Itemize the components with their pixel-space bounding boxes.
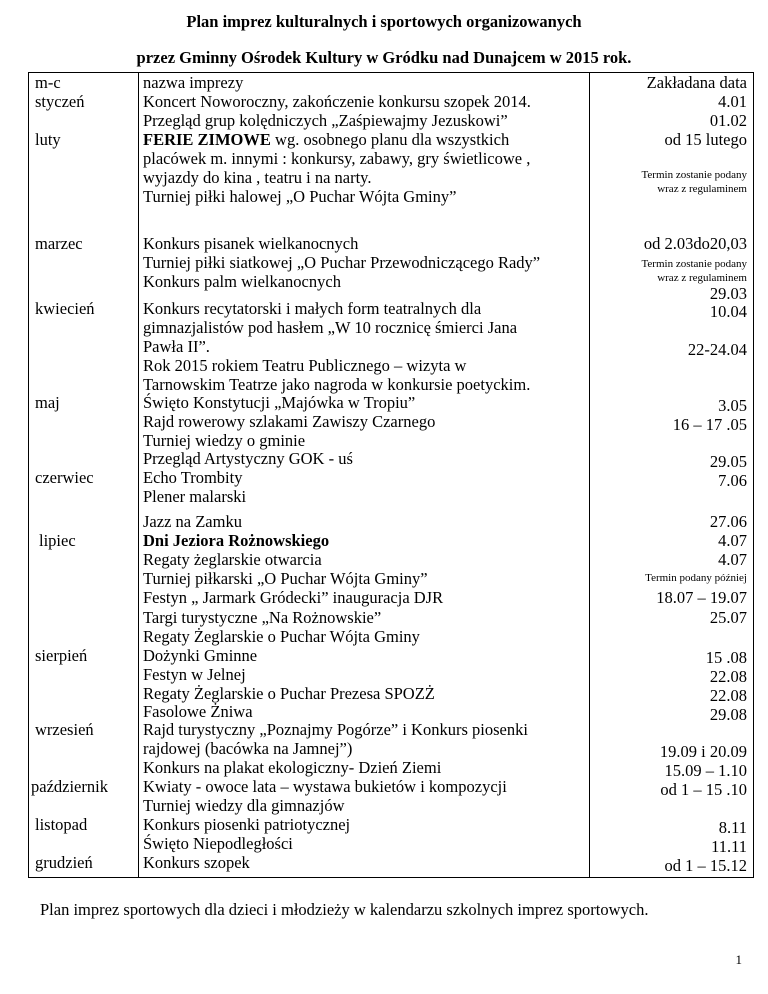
- event-line: Przegląd grup kolędniczych „Zaśpiewajmy Jezuskowi”: [143, 111, 508, 130]
- event-line: Tarnowskim Teatrze jako nagroda w konkursie poetyckim.: [143, 375, 531, 394]
- date-value: 7.06: [718, 471, 747, 490]
- date-value: od 2.03do20,03: [643, 234, 747, 253]
- date-value: 15 .08: [705, 648, 747, 667]
- footer-text: Plan imprez sportowych dla dzieci i młodzieży w kalendarzu szkolnych imprez sportowych.: [40, 900, 649, 919]
- date-value: od 1 – 15.12: [664, 856, 747, 875]
- month-marzec: marzec: [35, 234, 83, 253]
- month-sierpien: sierpień: [35, 646, 88, 665]
- date-value: 4.07: [718, 531, 747, 550]
- event-line: Turniej piłki siatkowej „O Puchar Przewodniczącego Rady”: [143, 253, 541, 272]
- event-line: placówek m. innymi : konkursy, zabawy, gry świetlicowe ,: [143, 149, 531, 168]
- date-note: wraz z regulaminem: [657, 272, 747, 284]
- date-note: Termin zostanie podany: [641, 169, 747, 181]
- event-line: Regaty Żeglarskie o Puchar Prezesa SPOZŻ: [143, 684, 435, 703]
- event-line: Konkurs recytatorski i małych form teatralnych dla: [143, 299, 482, 318]
- date-note: Termin podany później: [645, 572, 747, 584]
- column-divider-2: [589, 73, 590, 877]
- events-table: [28, 72, 754, 878]
- column-divider-1: [138, 73, 139, 877]
- date-value: 11.11: [711, 837, 747, 856]
- date-value: 29.05: [709, 452, 747, 471]
- event-line: gimnazjalistów pod hasłem „W 10 rocznicę śmierci Jana: [143, 318, 518, 337]
- date-value: od 15 lutego: [664, 130, 747, 149]
- event-line: Konkurs na plakat ekologiczny- Dzień Ziemi: [143, 758, 442, 777]
- event-line: Rajd turystyczny „Poznajmy Pogórze” i Konkurs piosenki: [143, 720, 528, 739]
- month-luty: luty: [35, 130, 61, 149]
- date-value: 19.09 i 20.09: [659, 742, 747, 761]
- event-line: Koncert Noworoczny, zakończenie konkursu szopek 2014.: [143, 92, 531, 111]
- date-value: 01.02: [709, 111, 747, 130]
- date-value: 10.04: [709, 302, 747, 321]
- event-continuation: wg. osobnego planu dla wszystkich: [270, 130, 510, 149]
- date-note: Termin zostanie podany: [641, 258, 747, 270]
- date-value: 18.07 – 19.07: [656, 588, 747, 607]
- event-line: [143, 131, 509, 150]
- month-grudzien: grudzień: [35, 853, 93, 872]
- event-line: Konkurs piosenki patriotycznej: [143, 815, 351, 834]
- month-listopad: listopad: [35, 815, 88, 834]
- event-line: wyjazdy do kina , teatru i na narty.: [143, 168, 372, 187]
- event-line: Regaty Żeglarskie o Puchar Wójta Gminy: [143, 627, 420, 646]
- date-value: 4.07: [718, 550, 747, 569]
- event-line: rajdowej (bacówka na Jamnej”): [143, 739, 353, 758]
- date-value: 29.03: [709, 284, 747, 303]
- event-line: Turniej piłkarski „O Puchar Wójta Gminy”: [143, 569, 428, 588]
- event-line: Targi turystyczne „Na Rożnowskie”: [143, 608, 382, 627]
- event-line: Turniej piłki halowej „O Puchar Wójta Gminy”: [143, 187, 457, 206]
- event-line: Święto Konstytucji „Majówka w Tropiu”: [143, 393, 416, 412]
- date-value: 3.05: [718, 396, 747, 415]
- date-value: 22-24.04: [687, 340, 747, 359]
- event-line: Święto Niepodległości: [143, 834, 293, 853]
- event-line: Jazz na Zamku: [143, 512, 242, 531]
- header-event: nazwa imprezy: [143, 73, 244, 92]
- date-value: 25.07: [709, 608, 747, 627]
- event-line: Festyn w Jelnej: [143, 665, 246, 684]
- event-line: Konkurs pisanek wielkanocnych: [143, 234, 359, 253]
- date-value: 29.08: [709, 705, 747, 724]
- date-value: od 1 – 15 .10: [660, 780, 747, 799]
- event-line: Rajd rowerowy szlakami Zawiszy Czarnego: [143, 412, 436, 431]
- month-lipiec: lipiec: [39, 531, 76, 550]
- month-wrzesien: wrzesień: [35, 720, 94, 739]
- date-value: 4.01: [718, 92, 747, 111]
- date-note: wraz z regulaminem: [657, 183, 747, 195]
- event-line: Turniej wiedzy o gminie: [143, 431, 306, 450]
- event-line: Plener malarski: [143, 487, 247, 506]
- month-kwiecien: kwiecień: [35, 299, 95, 318]
- date-value: 27.06: [709, 512, 747, 531]
- event-line: Festyn „ Jarmark Gródecki” inauguracja DJR: [143, 588, 444, 607]
- header-date: Zakładana data: [646, 73, 747, 92]
- date-value: 8.11: [718, 818, 747, 837]
- event-line: Pawła II”.: [143, 337, 210, 356]
- title-line-2: przez Gminny Ośrodek Kultury w Gródku nad Dunajcem w 2015 rok.: [136, 48, 632, 67]
- month-pazdziernik: październik: [31, 777, 108, 796]
- title-line-1: Plan imprez kulturalnych i sportowych organizowanych: [186, 12, 582, 31]
- event-bold: FERIE ZIMOWE: [143, 130, 271, 149]
- month-styczen: styczeń: [35, 92, 85, 111]
- date-value: 22.08: [709, 686, 747, 705]
- page-number: 1: [735, 952, 742, 967]
- event-line: Przegląd Artystyczny GOK - uś: [143, 449, 353, 468]
- event-line: Dożynki Gminne: [143, 646, 258, 665]
- month-czerwiec: czerwiec: [35, 468, 94, 487]
- event-line: Regaty żeglarskie otwarcia: [143, 550, 322, 569]
- event-line: Fasolowe Żniwa: [143, 702, 253, 721]
- date-value: 15.09 – 1.10: [664, 761, 747, 780]
- event-line: Dni Jeziora Rożnowskiego: [143, 531, 330, 550]
- event-line: Kwiaty - owoce lata – wystawa bukietów i kompozycji: [143, 777, 507, 796]
- date-value: 22.08: [709, 667, 747, 686]
- month-maj: maj: [35, 393, 60, 412]
- event-line: Turniej wiedzy dla gimnazjów: [143, 796, 345, 815]
- header-month: m-c: [35, 73, 61, 92]
- event-line: Konkurs palm wielkanocnych: [143, 272, 341, 291]
- event-line: Konkurs szopek: [143, 853, 250, 872]
- event-line: Rok 2015 rokiem Teatru Publicznego – wizyta w: [143, 356, 467, 375]
- event-line: Echo Trombity: [143, 468, 243, 487]
- date-value: 16 – 17 .05: [672, 415, 747, 434]
